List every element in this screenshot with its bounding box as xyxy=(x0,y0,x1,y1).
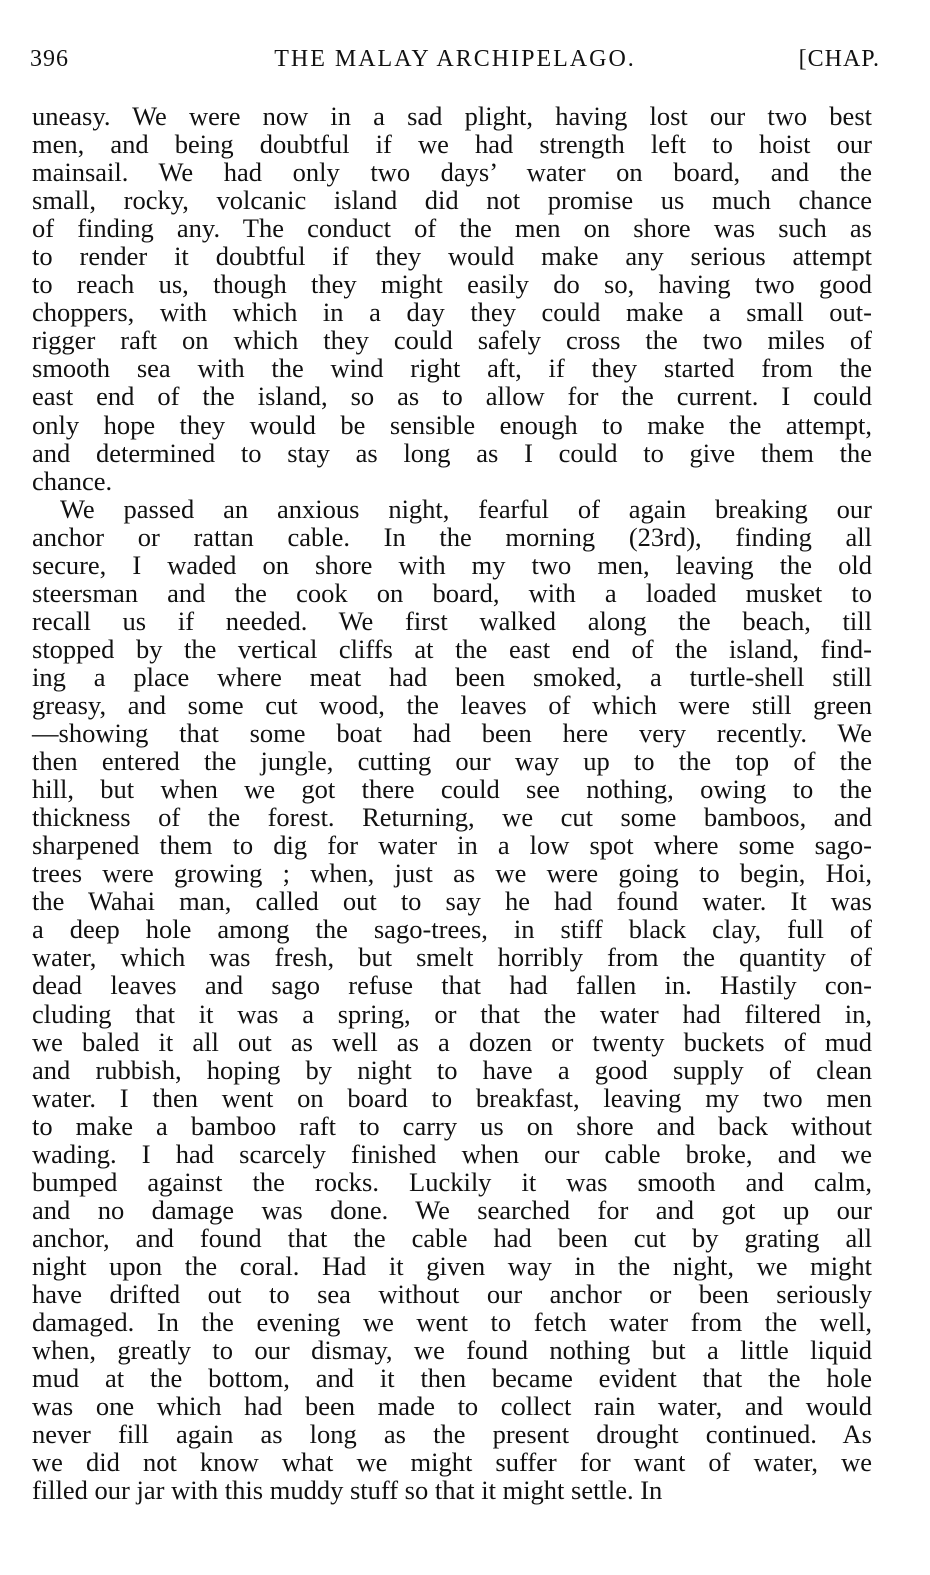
text-line: anchor or rattan cable. In the morning (23rd), finding all xyxy=(32,521,872,552)
text-line: men, and being doubtful if we had strength left to hoist our xyxy=(32,129,872,160)
text-line: chance. xyxy=(32,465,113,496)
text-line: mud at the bottom, and it then became evident that the hole xyxy=(32,1363,872,1394)
text-line: the Wahai man, called out to say he had found water. It was xyxy=(32,886,872,917)
text-line: damaged. In the evening we went to fetch water from the well, xyxy=(32,1307,872,1338)
text-line: sharpened them to dig for water in a low spot where some sago- xyxy=(32,830,872,861)
text-line: recall us if needed. We first walked along the beach, till xyxy=(32,605,872,636)
text-line: trees were growing ; when, just as we were going to begin, Hoi, xyxy=(32,858,872,889)
text-line: only hope they would be sensible enough to make the attempt, xyxy=(32,409,872,440)
book-title: THE MALAY ARCHIPELAGO. xyxy=(274,46,636,72)
text-line: smooth sea with the wind right aft, if they started from the xyxy=(32,353,872,384)
chapter-marker: [CHAP. xyxy=(798,46,880,72)
text-line: cluding that it was a spring, or that the water had filtered in, xyxy=(32,998,872,1029)
text-line: wading. I had scarcely finished when our cable broke, and we xyxy=(32,1138,872,1169)
paragraph xyxy=(32,495,872,1505)
page-number: 396 xyxy=(30,46,69,72)
text-line: anchor, and found that the cable had been cut by grating all xyxy=(32,1222,872,1253)
text-line: hill, but when we got there could see nothing, owing to the xyxy=(32,774,872,805)
paragraph xyxy=(32,102,872,495)
text-line: we did not know what we might suffer for want of water, we xyxy=(32,1447,872,1478)
text-line: We passed an anxious night, fearful of again breaking our xyxy=(60,493,872,524)
text-line: have drifted out to sea without our anchor or been seriously xyxy=(32,1278,872,1309)
text-line: choppers, with which in a day they could make a small out- xyxy=(32,297,872,328)
text-line: a deep hole among the sago-trees, in stiff black clay, full of xyxy=(32,914,872,945)
text-line: stopped by the vertical cliffs at the east end of the island, find- xyxy=(32,633,872,664)
text-line: ing a place where meat had been smoked, a turtle-shell still xyxy=(32,661,872,692)
text-line: —showing that some boat had been here very recently. We xyxy=(32,718,872,749)
text-line: when, greatly to our dismay, we found nothing but a little liquid xyxy=(32,1335,872,1366)
text-line: dead leaves and sago refuse that had fallen in. Hastily con- xyxy=(32,970,872,1001)
text-line: east end of the island, so as to allow for the current. I could xyxy=(32,381,872,412)
text-line: rigger raft on which they could safely cross the two miles of xyxy=(32,325,872,356)
text-line: we baled it all out as well as a dozen or twenty buckets of mud xyxy=(32,1026,872,1057)
text-line: water. I then went on board to breakfast, leaving my two men xyxy=(32,1082,872,1113)
body-text xyxy=(32,102,872,1504)
text-line: small, rocky, volcanic island did not promise us much chance xyxy=(32,185,872,216)
text-line: and rubbish, hoping by night to have a good supply of clean xyxy=(32,1054,872,1085)
text-line: night upon the coral. Had it given way in the night, we might xyxy=(32,1250,872,1281)
text-line: and no damage was done. We searched for and got up our xyxy=(32,1194,872,1225)
text-line: was one which had been made to collect rain water, and would xyxy=(32,1391,872,1422)
text-line: mainsail. We had only two days’ water on board, and the xyxy=(32,157,872,188)
running-header xyxy=(30,46,880,80)
text-line: water, which was fresh, but smelt horribly from the quantity of xyxy=(32,942,872,973)
text-line: greasy, and some cut wood, the leaves of which were still green xyxy=(32,689,872,720)
text-line: to render it doubtful if they would make any serious attempt xyxy=(32,241,872,272)
text-line: bumped against the rocks. Luckily it was smooth and calm, xyxy=(32,1166,872,1197)
text-line: filled our jar with this muddy stuff so that it might settle. In xyxy=(32,1475,663,1506)
text-line: then entered the jungle, cutting our way up to the top of the xyxy=(32,746,872,777)
text-line: secure, I waded on shore with my two men, leaving the old xyxy=(32,549,872,580)
text-line: uneasy. We were now in a sad plight, having lost our two best xyxy=(32,101,872,131)
text-line: to make a bamboo raft to carry us on shore and back without xyxy=(32,1110,872,1141)
text-line: and determined to stay as long as I could to give them the xyxy=(32,437,872,468)
text-line: of finding any. The conduct of the men on shore was such as xyxy=(32,213,872,244)
text-line: steersman and the cook on board, with a loaded musket to xyxy=(32,577,872,608)
text-line: never fill again as long as the present drought continued. As xyxy=(32,1419,872,1450)
text-line: thickness of the forest. Returning, we cut some bamboos, and xyxy=(32,802,872,833)
text-line: to reach us, though they might easily do so, having two good xyxy=(32,269,872,300)
